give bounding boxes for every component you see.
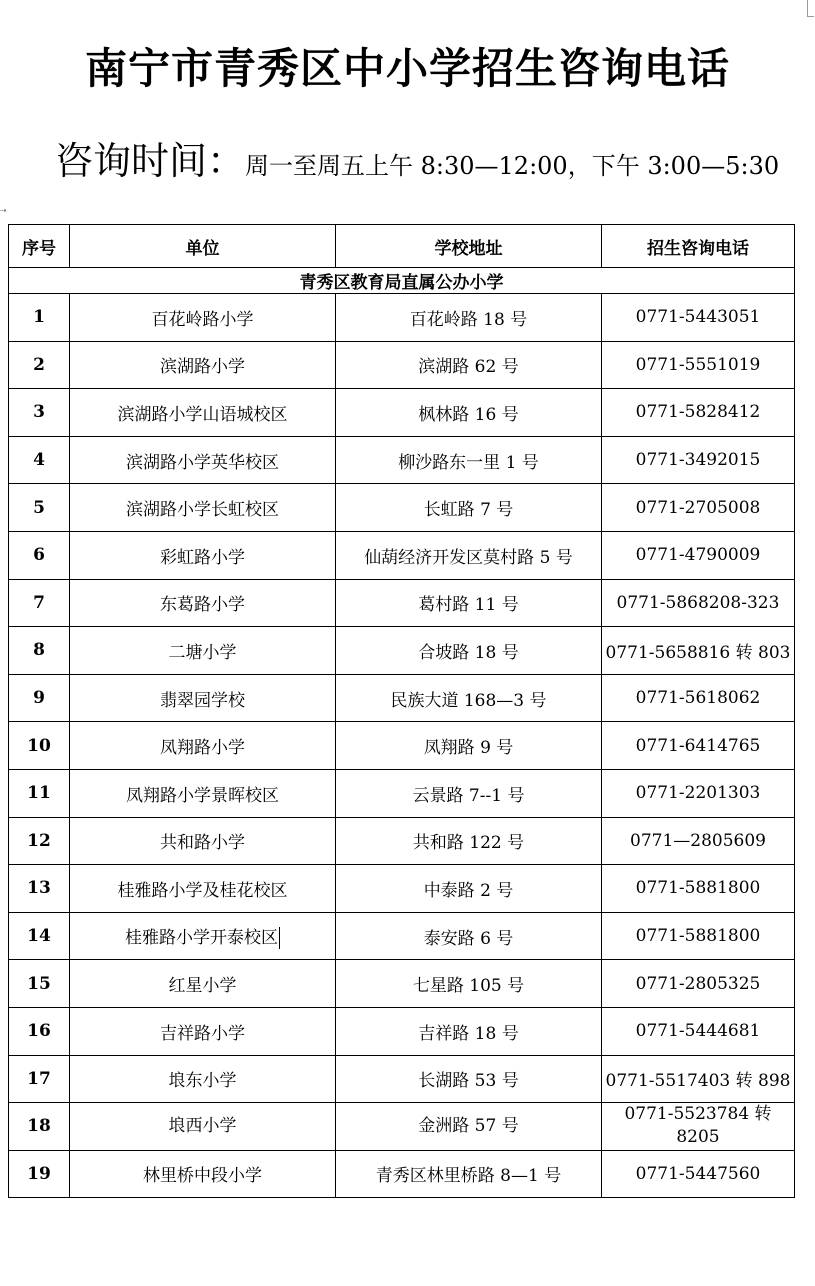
school-name: 桂雅路小学开泰校区 — [70, 912, 336, 960]
row-number: 8 — [9, 627, 70, 675]
table-row — [9, 531, 795, 579]
table-row — [9, 1150, 795, 1198]
school-name: 凤翔路小学 — [70, 722, 336, 770]
school-address: 柳沙路东一里 1 号 — [336, 436, 602, 484]
school-name: 共和路小学 — [70, 817, 336, 865]
school-name: 林里桥中段小学 — [70, 1150, 336, 1198]
page-title: 南宁市青秀区中小学招生咨询电话 — [84, 44, 730, 93]
school-name: 彩虹路小学 — [70, 531, 336, 579]
school-name: 吉祥路小学 — [70, 1007, 336, 1055]
school-phone: 0771-2705008 — [602, 484, 795, 532]
school-name: 滨湖路小学长虹校区 — [70, 484, 336, 532]
school-address: 长湖路 53 号 — [336, 1055, 602, 1103]
table-row — [9, 341, 795, 389]
school-phone: 0771-5444681 — [602, 1007, 795, 1055]
row-number: 9 — [9, 674, 70, 722]
table-row — [9, 294, 795, 342]
consult-time-value: 周一至周五上午 8:30—12:00，下午 3:00—5:30 — [245, 152, 780, 180]
school-phone: 0771-5868208-323 — [602, 579, 795, 627]
school-address: 凤翔路 9 号 — [336, 722, 602, 770]
school-name: 翡翠园学校 — [70, 674, 336, 722]
school-address: 青秀区林里桥路 8—1 号 — [336, 1150, 602, 1198]
consult-time-line — [55, 130, 779, 185]
school-name: 凤翔路小学景晖校区 — [70, 769, 336, 817]
school-name: 滨湖路小学山语城校区 — [70, 389, 336, 437]
school-name: 东葛路小学 — [70, 579, 336, 627]
school-address: 泰安路 6 号 — [336, 912, 602, 960]
header-address: 学校地址 — [336, 225, 602, 268]
school-phone: 0771-5517403 转 898 — [602, 1055, 795, 1103]
school-name: 桂雅路小学及桂花校区 — [70, 865, 336, 913]
school-name: 二塘小学 — [70, 627, 336, 675]
table-row — [9, 484, 795, 532]
school-name: 埌东小学 — [70, 1055, 336, 1103]
row-number: 16 — [9, 1007, 70, 1055]
table-row — [9, 817, 795, 865]
consult-time-label: 咨询时间： — [55, 139, 246, 183]
table-row — [9, 912, 795, 960]
table-row — [9, 436, 795, 484]
row-number: 12 — [9, 817, 70, 865]
table-row — [9, 960, 795, 1008]
row-number: 7 — [9, 579, 70, 627]
school-address: 长虹路 7 号 — [336, 484, 602, 532]
school-name: 红星小学 — [70, 960, 336, 1008]
header-no: 序号 — [9, 225, 70, 268]
school-phone: 0771-5447560 — [602, 1150, 795, 1198]
school-phone: 0771-5523784 转 8205 — [602, 1103, 795, 1151]
school-phone: 0771-6414765 — [602, 722, 795, 770]
row-number: 13 — [9, 865, 70, 913]
table-row — [9, 579, 795, 627]
table-move-handle-icon[interactable]: ⇢ — [0, 206, 7, 215]
table-row — [9, 627, 795, 675]
school-name: 百花岭路小学 — [70, 294, 336, 342]
table-row — [9, 769, 795, 817]
page-corner-mark — [807, 0, 814, 17]
school-phone: 0771-5828412 — [602, 389, 795, 437]
school-phone: 0771-5881800 — [602, 865, 795, 913]
school-address: 共和路 122 号 — [336, 817, 602, 865]
header-unit: 单位 — [70, 225, 336, 268]
school-phone: 0771-5881800 — [602, 912, 795, 960]
table-row — [9, 1103, 795, 1151]
school-address: 滨湖路 62 号 — [336, 341, 602, 389]
table-row — [9, 674, 795, 722]
section-row — [9, 268, 795, 294]
row-number: 10 — [9, 722, 70, 770]
row-number: 3 — [9, 389, 70, 437]
school-address: 七星路 105 号 — [336, 960, 602, 1008]
school-phone: 0771-5443051 — [602, 294, 795, 342]
row-number: 15 — [9, 960, 70, 1008]
table-row — [9, 865, 795, 913]
school-address: 云景路 7--1 号 — [336, 769, 602, 817]
school-phone: 0771-4790009 — [602, 531, 795, 579]
school-address: 百花岭路 18 号 — [336, 294, 602, 342]
school-address: 葛村路 11 号 — [336, 579, 602, 627]
school-address: 吉祥路 18 号 — [336, 1007, 602, 1055]
school-phone: 0771-2805325 — [602, 960, 795, 1008]
school-address: 金洲路 57 号 — [336, 1103, 602, 1151]
school-phone: 0771-5551019 — [602, 341, 795, 389]
school-address: 枫林路 16 号 — [336, 389, 602, 437]
table-header-row — [9, 225, 795, 268]
table-row — [9, 1055, 795, 1103]
school-address: 中泰路 2 号 — [336, 865, 602, 913]
row-number: 17 — [9, 1055, 70, 1103]
row-number: 2 — [9, 341, 70, 389]
header-phone: 招生咨询电话 — [602, 225, 795, 268]
school-name: 埌西小学 — [70, 1103, 336, 1151]
text-cursor — [279, 927, 280, 949]
row-number: 4 — [9, 436, 70, 484]
row-number: 1 — [9, 294, 70, 342]
row-number: 6 — [9, 531, 70, 579]
table-row — [9, 722, 795, 770]
school-phone: 0771-5658816 转 803 — [602, 627, 795, 675]
section-title: 青秀区教育局直属公办小学 — [9, 268, 795, 294]
table-row — [9, 389, 795, 437]
row-number: 19 — [9, 1150, 70, 1198]
school-phone: 0771—2805609 — [602, 817, 795, 865]
row-number: 14 — [9, 912, 70, 960]
school-phone-table — [8, 224, 795, 1198]
row-number: 5 — [9, 484, 70, 532]
school-phone: 0771-3492015 — [602, 436, 795, 484]
row-number: 18 — [9, 1103, 70, 1151]
school-address: 合坡路 18 号 — [336, 627, 602, 675]
table-row — [9, 1007, 795, 1055]
school-address: 仙葫经济开发区莫村路 5 号 — [336, 531, 602, 579]
school-name: 滨湖路小学英华校区 — [70, 436, 336, 484]
school-name: 滨湖路小学 — [70, 341, 336, 389]
school-address: 民族大道 168—3 号 — [336, 674, 602, 722]
school-phone: 0771-2201303 — [602, 769, 795, 817]
school-phone: 0771-5618062 — [602, 674, 795, 722]
row-number: 11 — [9, 769, 70, 817]
